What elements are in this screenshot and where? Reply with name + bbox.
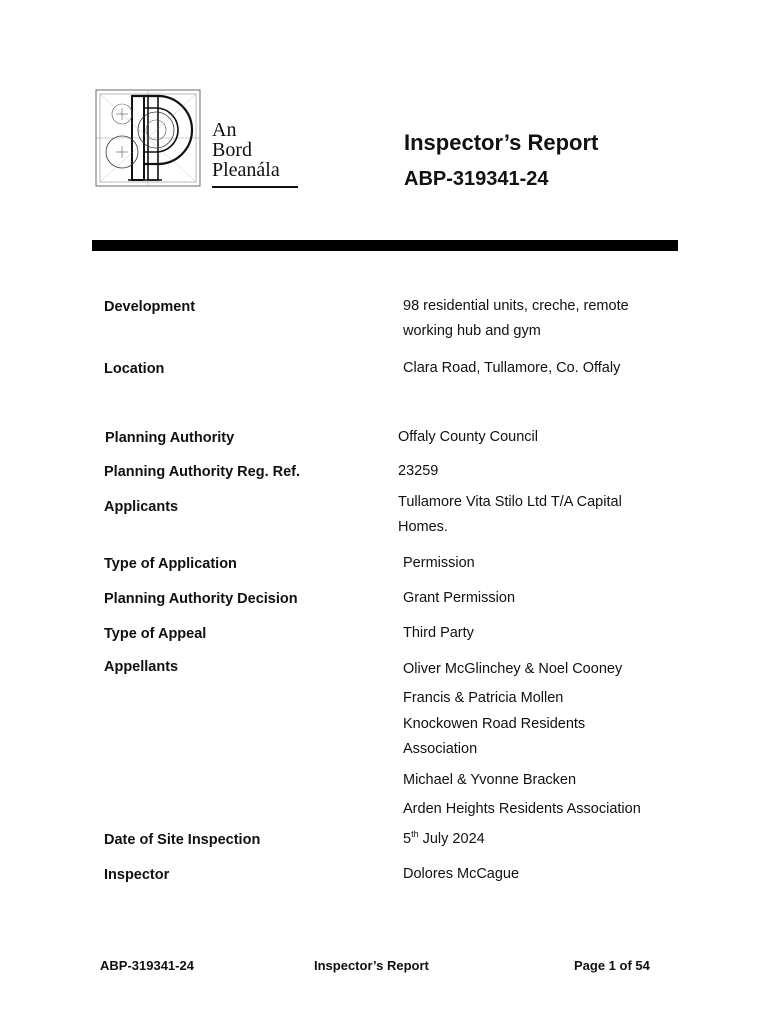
site-inspection-label: Date of Site Inspection bbox=[104, 832, 261, 848]
report-reference: ABP-319341-24 bbox=[404, 168, 549, 190]
appellant: Arden Heights Residents Association bbox=[403, 800, 641, 817]
footer-page-number: Page 1 of 54 bbox=[574, 958, 650, 973]
inspector-label: Inspector bbox=[104, 867, 170, 883]
appellant: Michael & Yvonne Bracken bbox=[403, 772, 577, 788]
reg-ref-value: 23259 bbox=[398, 463, 439, 479]
logo-underline bbox=[212, 186, 298, 188]
planning-authority-value: Offaly County Council bbox=[398, 429, 538, 445]
decision-label: Planning Authority Decision bbox=[104, 591, 298, 607]
development-label: Development bbox=[104, 299, 196, 315]
reg-ref-label: Planning Authority Reg. Ref. bbox=[104, 464, 301, 480]
footer-reference: ABP-319341-24 bbox=[100, 958, 194, 973]
location-label: Location bbox=[104, 361, 165, 377]
footer-title: Inspector’s Report bbox=[314, 958, 429, 973]
letter-p-emblem-icon bbox=[92, 86, 204, 190]
location-value: Clara Road, Tullamore, Co. Offaly bbox=[403, 360, 621, 376]
header-divider bbox=[92, 240, 678, 251]
type-of-application-label: Type of Application bbox=[104, 556, 237, 572]
type-of-appeal-label: Type of Appeal bbox=[104, 626, 207, 642]
development-value-line: working hub and gym bbox=[403, 323, 541, 339]
logo-line-1: An bbox=[212, 119, 237, 141]
appellants-value bbox=[403, 655, 641, 823]
type-of-appeal-value: Third Party bbox=[403, 625, 474, 641]
appellant: Oliver McGlinchey & Noel Cooney bbox=[403, 661, 623, 677]
type-of-application-value: Permission bbox=[403, 555, 475, 571]
development-value-line: 98 residential units, creche, remote bbox=[403, 298, 629, 314]
planning-authority-label: Planning Authority bbox=[105, 430, 235, 446]
an-bord-pleanala-logo bbox=[92, 86, 302, 194]
applicants-value bbox=[398, 490, 622, 540]
logo-line-2: Bord bbox=[212, 139, 252, 161]
development-value bbox=[403, 294, 629, 344]
applicants-value-line: Tullamore Vita Stilo Ltd T/A Capital bbox=[398, 494, 622, 510]
appellants-label: Appellants bbox=[104, 659, 179, 675]
applicants-value-line: Homes. bbox=[398, 519, 448, 535]
site-inspection-value bbox=[403, 827, 485, 852]
site-inspection-day: 5 bbox=[403, 831, 412, 847]
site-inspection-day-suffix: th bbox=[411, 829, 419, 840]
logo-line-3: Pleanála bbox=[212, 159, 280, 181]
applicants-label: Applicants bbox=[104, 499, 179, 515]
report-title: Inspector’s Report bbox=[404, 130, 599, 155]
inspector-value: Dolores McCague bbox=[403, 866, 520, 882]
site-inspection-month-year: July 2024 bbox=[418, 831, 485, 847]
appellant: Francis & Patricia Mollen bbox=[403, 689, 564, 706]
appellant: Knockowen Road Residents bbox=[403, 716, 586, 732]
appellant: Association bbox=[403, 741, 478, 757]
decision-value: Grant Permission bbox=[403, 590, 516, 606]
logo-wordmark bbox=[212, 120, 280, 180]
